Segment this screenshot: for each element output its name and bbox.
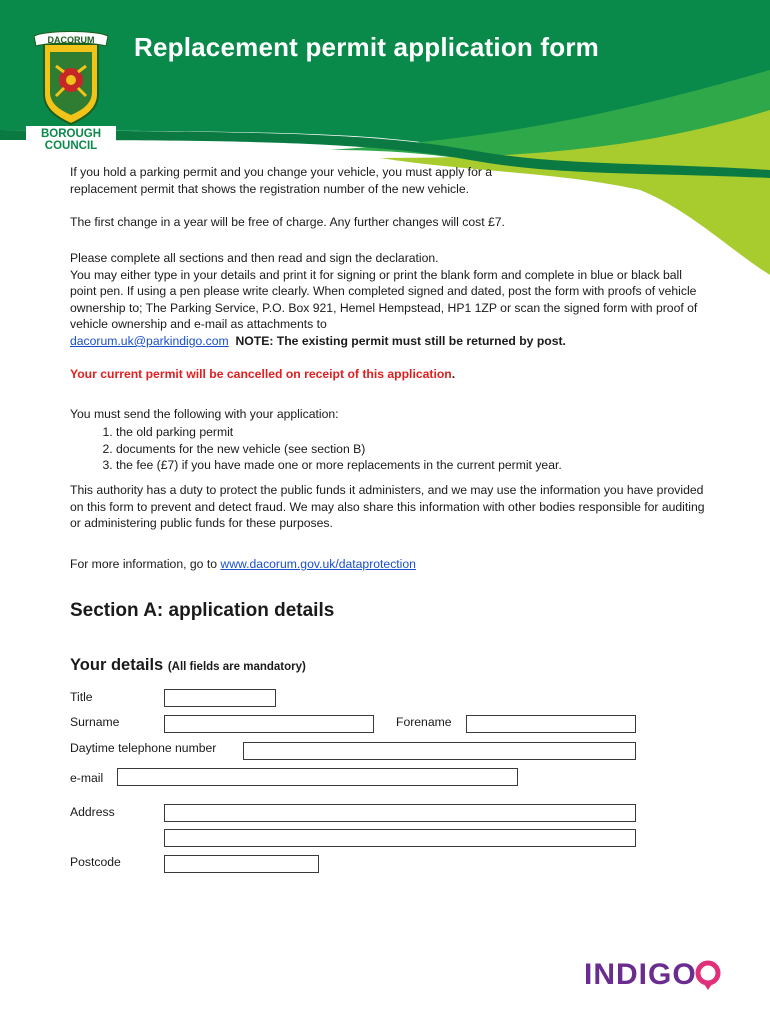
list-item: 3. the fee (£7) if you have made one or more replacements in the current permit year. — [116, 457, 562, 474]
more-info-line: For more information, go to www.dacorum.gov.uk/dataprotection — [70, 557, 416, 571]
indigo-brand-text: INDIGO — [584, 958, 697, 991]
note-text: NOTE: The existing permit must still be returned by post. — [235, 333, 566, 348]
logo-text-top: DACORUM — [47, 35, 95, 45]
phone-label: Daytime telephone number — [70, 741, 217, 755]
list-item: 2. documents for the new vehicle (see section B) — [116, 441, 562, 458]
data-protection-link[interactable]: www.dacorum.gov.uk/dataprotection — [220, 557, 416, 571]
postcode-label: Postcode — [70, 855, 121, 869]
mandatory-note: (All fields are mandatory) — [167, 661, 306, 673]
intro-paragraph-fee: The first change in a year will be free of charge. Any further changes will cost £7. — [70, 215, 505, 229]
postcode-field[interactable] — [164, 855, 319, 873]
dacorum-council-logo — [26, 30, 116, 152]
title-label: Title — [70, 690, 93, 704]
page-title: Replacement permit application form — [134, 32, 599, 62]
your-details-heading: Your details (All fields are mandatory) — [70, 656, 306, 674]
list-item: 1. the old parking permit — [116, 424, 562, 441]
logo-text-council: COUNCIL — [44, 140, 98, 152]
email-field[interactable] — [117, 768, 518, 786]
email-link[interactable]: dacorum.uk@parkindigo.com — [70, 333, 229, 348]
forename-label: Forename — [396, 715, 452, 729]
section-a-title: Section A: application details — [70, 600, 335, 621]
instructions-body — [70, 267, 700, 350]
intro-paragraph-1: If you hold a parking permit and you change your vehicle, you must apply for a replacement permit that shows the registration number of the new vehicle. — [70, 165, 493, 196]
phone-field[interactable] — [243, 742, 636, 760]
title-field[interactable] — [164, 689, 276, 707]
send-intro: You must send the following with your application: — [70, 407, 339, 421]
instructions-text: You may either type in your details and print it for signing or print the blank form and complete in blue or black ball point pen. If using a pen please write clearly. When completed signed and dated, post the form with proofs of vehicle ownership to; The Parking Service, P.O. Box 921, Hemel Hempstead, HP1 1ZP or scan the signed form with proof of vehicle ownership and e-mail as attachments to — [70, 267, 698, 332]
requirements-list — [70, 424, 562, 474]
data-protection-text: This authority has a duty to protect the public funds it administers, and we may use the information you have provided on this form to prevent and detect fraud. We may also share this information with other bodies responsible for auditing or administering public funds for these purposes. — [70, 483, 705, 531]
forename-field[interactable] — [466, 715, 636, 733]
surname-label: Surname — [70, 715, 120, 729]
address-label: Address — [70, 805, 115, 819]
instructions-line-1: Please complete all sections and then read and sign the declaration. — [70, 251, 439, 265]
intro-content — [70, 164, 710, 571]
surname-field[interactable] — [164, 715, 374, 733]
cancellation-warning: Your current permit will be cancelled on receipt of this application. — [70, 367, 456, 381]
address-field-line-1[interactable] — [164, 804, 636, 822]
address-field-line-2[interactable] — [164, 829, 636, 847]
logo-text-borough: BOROUGH — [40, 128, 102, 140]
email-label: e-mail — [70, 771, 104, 785]
instructions-paragraph — [70, 250, 700, 350]
indigo-logo — [584, 954, 724, 994]
